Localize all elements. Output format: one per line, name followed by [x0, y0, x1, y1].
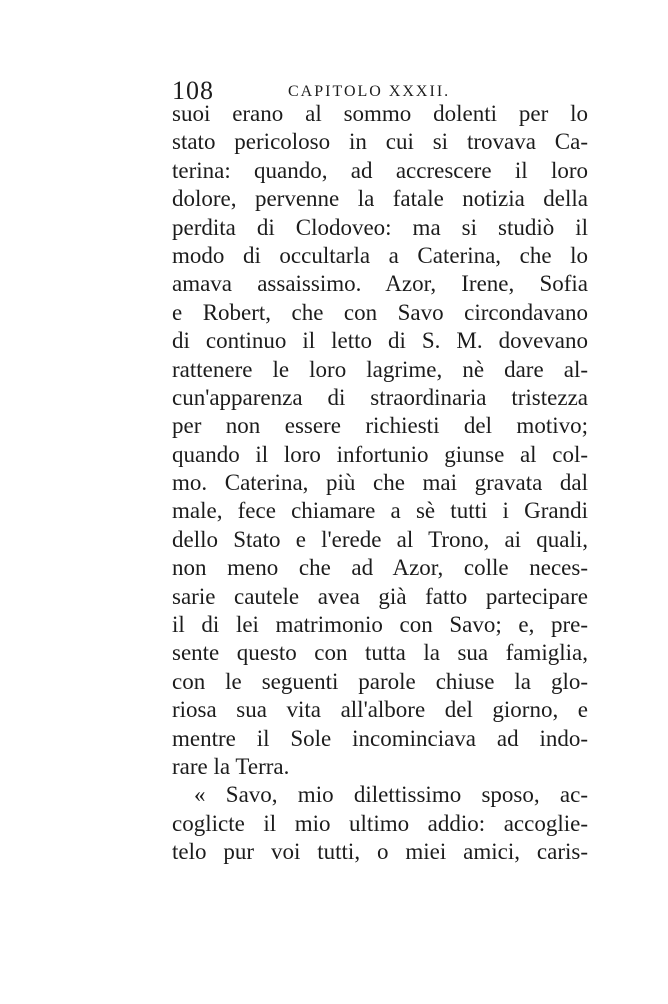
text-line: suoi erano al sommo dolenti per lo [172, 101, 588, 126]
page-number: 108 [172, 76, 214, 105]
text-line: telo pur voi tutti, o miei amici, caris- [172, 839, 588, 865]
text-line: coglicte il mio ultimo addio: accoglie- [172, 810, 588, 836]
text-line: sarie cautele avea già fatto partecipare [172, 583, 588, 609]
text-line: riosa sua vita all'albore del giorno, e [172, 697, 588, 723]
body-text [172, 100, 588, 867]
text-line: terina: quando, ad accrescere il loro [172, 157, 588, 183]
text-line: mentre il Sole incominciava ad indo- [172, 725, 588, 751]
text-line: « Savo, mio dilettissimo sposo, ac- [194, 782, 588, 808]
chapter-heading: CAPITOLO XXXII. [288, 83, 451, 100]
text-line: per non essere richiesti del motivo; [172, 413, 588, 439]
text-line: perdita di Clodoveo: ma si studiò il [172, 214, 588, 240]
text-line: modo di occultarla a Caterina, che lo [172, 242, 588, 268]
text-line: amava assaissimo. Azor, Irene, Sofia [172, 271, 588, 297]
text-line: con le seguenti parole chiuse la glo- [172, 668, 588, 694]
text-line: il di lei matrimonio con Savo; e, pre- [172, 612, 588, 638]
text-line: sente questo con tutta la sua famiglia, [172, 640, 588, 666]
text-line: quando il loro infortunio giunse al col- [172, 441, 588, 467]
text-line: rare la Terra. [172, 753, 290, 779]
text-line: mo. Caterina, più che mai gravata dal [172, 470, 588, 496]
text-line: dello Stato e l'erede al Trono, ai quali, [172, 526, 588, 552]
text-line: stato pericoloso in cui si trovava Ca- [172, 129, 588, 155]
text-line: di continuo il letto di S. M. dovevano [172, 328, 588, 354]
text-line: non meno che ad Azor, colle neces- [172, 555, 588, 581]
text-line: cun'apparenza di straordinaria tristezza [172, 384, 588, 410]
text-line: e Robert, che con Savo circondavano [172, 299, 588, 325]
text-line: male, fece chiamare a sè tutti i Grandi [172, 498, 588, 524]
text-line: dolore, pervenne la fatale notizia della [172, 186, 588, 212]
text-line: rattenere le loro lagrime, nè dare al- [172, 356, 588, 382]
